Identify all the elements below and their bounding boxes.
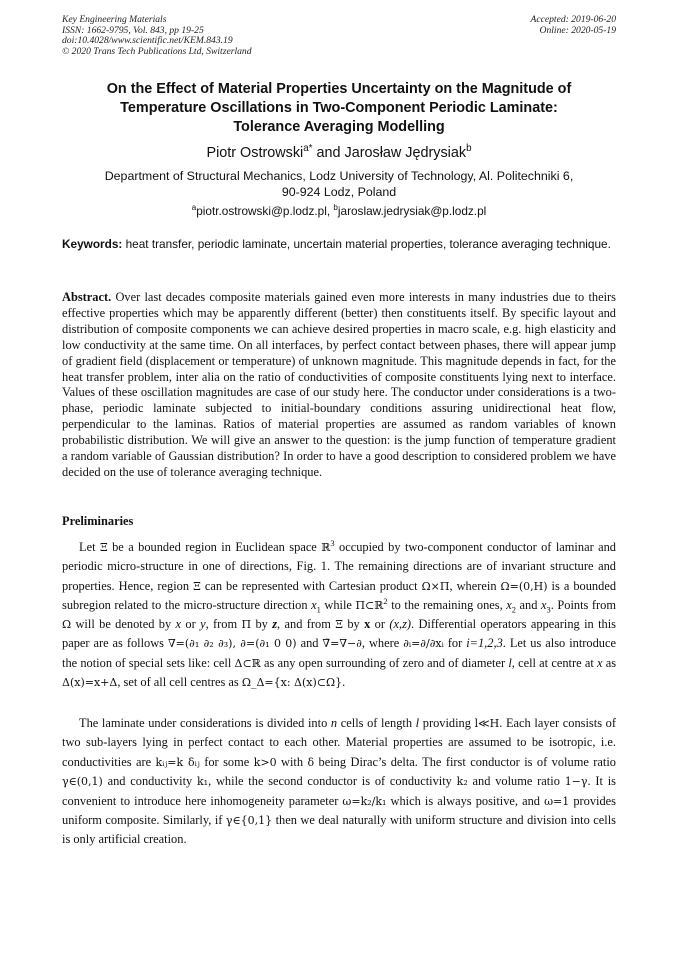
text-run: while (320, 597, 356, 612)
online-date: Online: 2020-05-19 (539, 24, 616, 36)
math-xi: Ξ (99, 541, 108, 554)
email-sup: a (191, 203, 197, 213)
math-kij: kᵢⱼ=k δᵢⱼ (155, 755, 200, 769)
email-sup: b (333, 203, 338, 213)
authors (62, 144, 616, 162)
text-run: The laminate under considerations is divided into (79, 716, 331, 730)
text-run: which is always positive, and (386, 793, 545, 808)
affiliation (62, 168, 616, 200)
text-run: and (296, 636, 323, 651)
email-link[interactable]: jaroslaw.jedrysiak@p.lodz.pl (337, 204, 487, 218)
math-k2: k₂ (456, 775, 468, 789)
author-emails (62, 204, 616, 219)
email-link[interactable]: piotr.ostrowski@p.lodz.pl, (196, 204, 334, 218)
text-run: as any open surrounding of zero and of diameter (260, 655, 509, 670)
text-run: , from (205, 617, 242, 632)
accepted-date: Accepted: 2019-06-20 (530, 14, 616, 25)
keywords-label: Keywords: (62, 237, 123, 251)
math-x: x (596, 655, 603, 670)
math-gamma: γ∈(0,1) (62, 775, 103, 789)
text-run: as (602, 655, 617, 670)
preliminaries-paragraph (62, 538, 616, 692)
text-run: , wherein (449, 578, 501, 593)
text-run: for some (199, 754, 254, 769)
text-run: and conductivity (102, 774, 198, 789)
text-run: by (342, 617, 365, 632)
laminate-paragraph (62, 714, 616, 850)
doi: doi:10.4028/www.scientific.net/KEM.843.19 (62, 35, 233, 47)
math-omega-def: Ω=(0,H) (500, 579, 548, 593)
author-sep: and (312, 145, 345, 161)
math-sup: 3 (330, 537, 335, 548)
text-run: . Let us also introduce the notion of special sets like: cell (62, 636, 616, 670)
text-run: , set of all cell centres as (117, 675, 242, 690)
math-pi: Π (241, 618, 252, 632)
text-run: is a bounded subregion related to the micro-structure direction (62, 578, 617, 612)
text-run: . Differential operators appearing in this paper are as follows (62, 617, 616, 651)
math-z: z (272, 617, 278, 632)
math-x3: x (540, 597, 547, 612)
math-xi: Ξ (335, 618, 343, 632)
math-omega-delta: Ω_Δ={x: Δ(x)⊂Ω} (241, 676, 343, 690)
issn: ISSN: 1662-9795, Vol. 843, pp 19-25 (62, 24, 204, 36)
math-pi-def: Π⊂ℝ (355, 598, 384, 612)
text-run: . Each layer consists of two sub-layers lying in perfect contact to each other. Material properties are assumed to be isotropic, i.e. conductivities are (62, 716, 616, 769)
text-run: , while the second conductor is of conductivity (208, 774, 457, 789)
text-run: provides uniform composite. Similarly, if (62, 793, 616, 828)
math-n: n (330, 716, 338, 730)
keywords (62, 237, 616, 252)
math-l-much-less-H: l≪H (474, 717, 500, 730)
text-run: providing (419, 716, 475, 730)
keywords-text: heat transfer, periodic laminate, uncertain material properties, tolerance averaging technique. (122, 237, 611, 251)
text-run: with (276, 754, 308, 769)
math-sub: 2 (511, 604, 516, 615)
math-x2: x (506, 597, 512, 612)
text-run: by (251, 617, 273, 632)
text-run: then we deal naturally with uniform structure and division into cells is only artificial creation. (62, 813, 616, 847)
abstract-text: Over last decades composite materials gained even more interests in many industries due to theirs effective properties which may be apparently different (better) then constituents itself. By specific layout and distribution of composite components we can achieve desired properties in macro scale, e.g. high elasticity and low conductivity at the same time. On all interfaces, by perfect contact between phases, there will appear jump of gradient field (displacement or temperature) of unknown magnitude. This magnitude depends in fact, for the heat transfer problem, inter alia on the ratio of conductivities of composite constituents lying next to interface. Values of these oscillation magnitudes are case of our study here. The conductor under considerations is a two-phase, periodic laminate subjected to initial-boundary conditions assuring unidirectional heat flow, perpendicular to the laminas. Ratios of material properties are assumed as random variables of known probabilistic distribution. We will give an answer to the question: is the jump function of temperature gradient a random variable of Gaussian distribution? In order to have a good description to considered problem we have decided on the use of tolerance averaging technique. (62, 290, 616, 479)
text-run: and (515, 597, 541, 612)
math-nabla-bar: ∇̄=∇−∂ (322, 637, 362, 651)
text-run: or (181, 617, 201, 632)
text-run: occupied by two-component conductor of laminar and periodic micro-structure in one of directions, Fig. 1. The remaining directions are of invariant structure and properties. Hence, region (62, 540, 617, 593)
math-omega-ratio: ω=k₂/k₁ (342, 794, 387, 808)
publication-dates (416, 15, 616, 36)
math-k-positive: k>0 (253, 755, 277, 769)
math-product: Ω×Π (421, 579, 450, 593)
text-run: cells of length (337, 716, 416, 730)
math-sub: 3 (546, 604, 551, 615)
math-cell: Δ⊂ℝ (234, 656, 261, 670)
section-heading: Preliminaries (62, 514, 134, 528)
math-one-minus-gamma: 1−γ (564, 775, 588, 789)
math-l: l (415, 716, 420, 730)
text-run: Let (79, 540, 100, 554)
math-k1: k₁ (197, 775, 209, 789)
text-run: be a bounded region in Euclidean space (107, 540, 322, 554)
abstract-label: Abstract. (62, 290, 112, 304)
math-x: x (175, 617, 182, 632)
text-run: . (342, 675, 346, 690)
text-run: and volume ratio (467, 774, 565, 789)
paper-title (62, 80, 616, 137)
affiliation-line: Department of Structural Mechanics, Lodz University of Technology, Al. Politechniki 6, (104, 169, 574, 183)
abstract (62, 290, 616, 481)
math-cell-x: Δ(x)=x+Δ (62, 676, 118, 690)
text-run: to the remaining ones, (387, 597, 507, 612)
text-run: for (443, 636, 467, 651)
math-r3: ℝ (321, 541, 331, 554)
math-sup: 2 (383, 595, 388, 606)
text-run: can be represented with Cartesian product (200, 578, 422, 593)
math-index: i=1,2,3 (466, 636, 503, 651)
author-name: Jarosław Jędrysiak (344, 145, 467, 161)
copyright: © 2020 Trans Tech Publications Ltd, Switzerland (62, 45, 252, 57)
math-y: y (200, 617, 206, 632)
text-run: . Points from (550, 597, 616, 612)
text-run: being Dirac’s delta. The first conductor is of volume ratio (314, 754, 616, 769)
math-omega: Ω (62, 618, 72, 632)
text-run: or (370, 617, 390, 632)
author-sup: a* (303, 143, 313, 155)
math-pair: (x,z) (389, 617, 412, 632)
math-nabla: ∇=(∂₁ ∂₂ ∂₃), ∂=(∂₁ 0 0) (167, 637, 297, 651)
math-bold-x: x (364, 617, 371, 632)
math-gamma-set: γ∈{0,1} (225, 814, 273, 828)
journal-info (62, 15, 392, 57)
math-delta: δ (307, 755, 315, 769)
math-x1: x (311, 597, 317, 612)
text-run: . It is convenient to introduce here inhomogeneity parameter (62, 774, 616, 808)
math-l: l (508, 655, 512, 670)
title-line: Temperature Oscillations in Two-Component Periodic Laminate: (120, 100, 558, 116)
math-partial-i: ∂ᵢ=∂/∂xᵢ (403, 637, 444, 651)
journal-name: Key Engineering Materials (62, 14, 167, 25)
title-line: On the Effect of Material Properties Uncertainty on the Magnitude of (106, 81, 572, 97)
title-line: Tolerance Averaging Modelling (233, 119, 445, 135)
author-sup: b (466, 143, 472, 155)
math-sub: 1 (316, 604, 321, 615)
author-name: Piotr Ostrowski (206, 145, 304, 161)
affiliation-line: 90-924 Lodz, Poland (281, 185, 397, 199)
text-run: , cell at centre at (511, 655, 597, 670)
text-run: will be denoted by (71, 617, 176, 632)
text-run: , and from (277, 617, 336, 632)
text-run: , where (361, 636, 404, 651)
math-xi: Ξ (193, 579, 201, 593)
math-omega-one: ω=1 (544, 794, 570, 808)
